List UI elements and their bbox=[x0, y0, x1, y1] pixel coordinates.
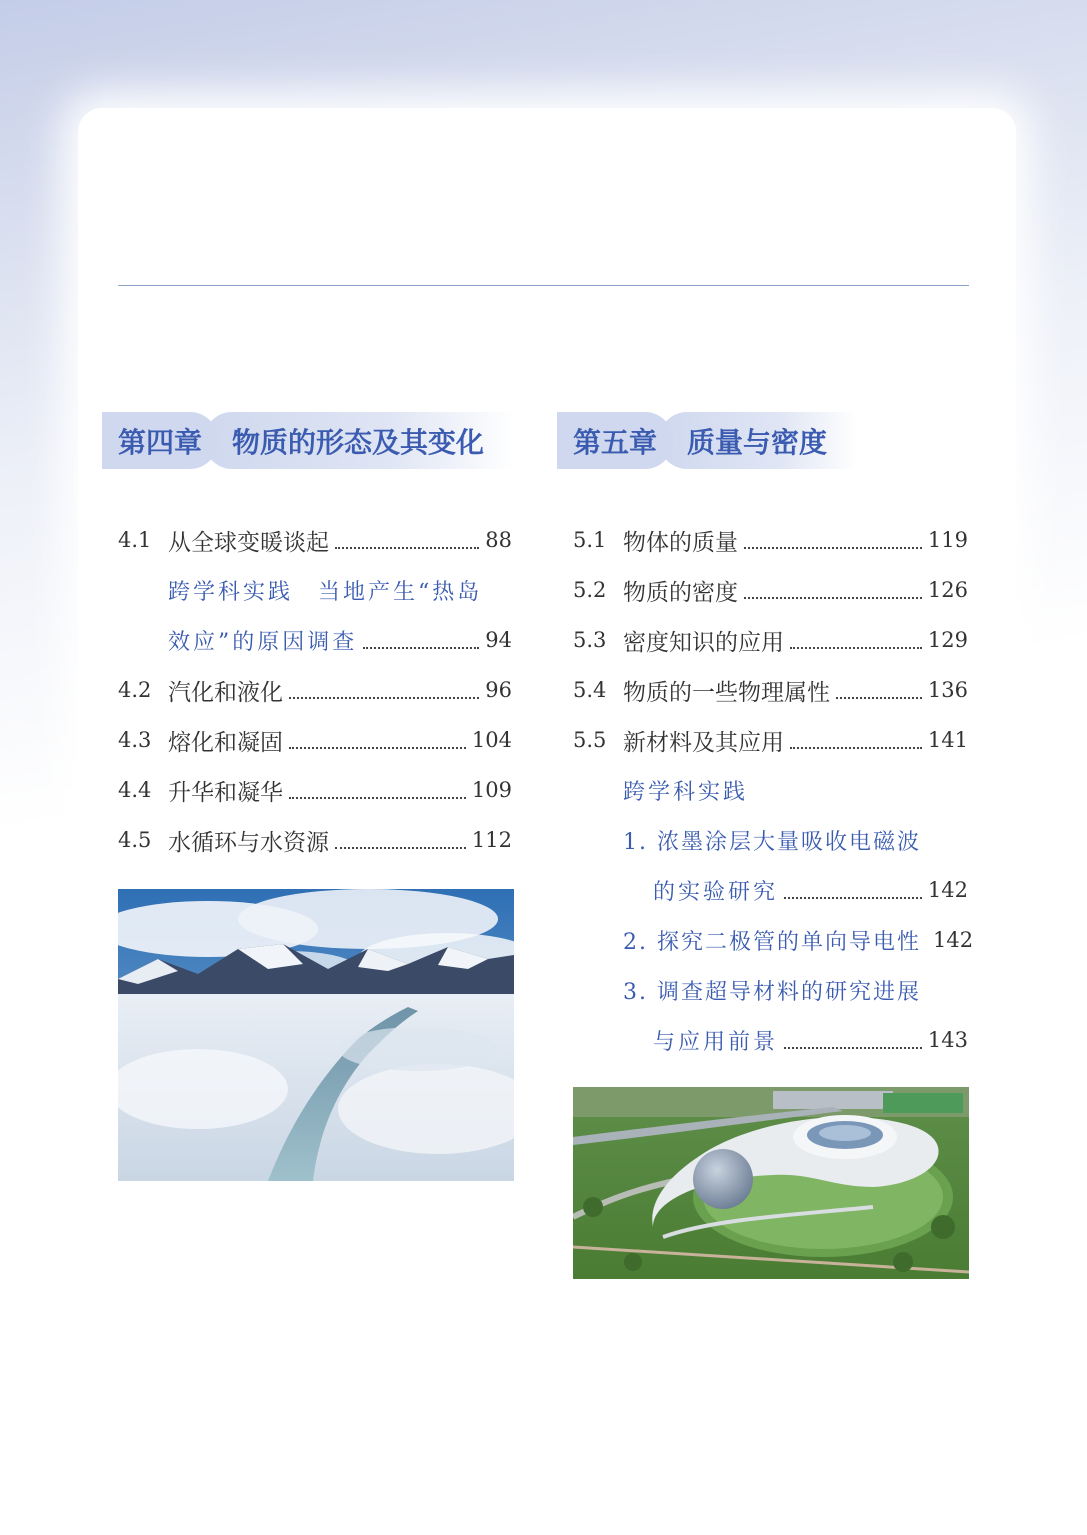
toc-entry-5-4[interactable] bbox=[573, 665, 968, 715]
museum-aerial-photo bbox=[573, 1087, 969, 1279]
toc-entry-5-3[interactable] bbox=[573, 615, 968, 665]
toc-entry-4-3[interactable] bbox=[118, 715, 512, 765]
section-title: 物体的质量 bbox=[623, 529, 738, 556]
header-rule bbox=[118, 285, 969, 286]
practice-title: 3. 调查超导材料的研究进展 bbox=[623, 979, 921, 1005]
page-number: 88 bbox=[485, 528, 512, 552]
section-title: 汽化和液化 bbox=[168, 679, 283, 706]
practice-title: 1. 浓墨涂层大量吸收电磁波 bbox=[623, 829, 921, 855]
leader-dots bbox=[335, 847, 466, 849]
toc-entry-4-2[interactable] bbox=[118, 665, 512, 715]
page-number: 94 bbox=[485, 628, 512, 652]
toc-entry-practice-4a[interactable] bbox=[118, 565, 512, 615]
practice-title: 的实验研究 bbox=[653, 879, 779, 905]
section-title: 新材料及其应用 bbox=[623, 729, 784, 756]
leader-dots bbox=[289, 797, 466, 799]
leader-dots bbox=[289, 747, 466, 749]
toc-entry-4-4[interactable] bbox=[118, 765, 512, 815]
chapter5-toc bbox=[573, 515, 974, 1065]
leader-dots bbox=[289, 697, 479, 699]
page-number: 136 bbox=[927, 678, 968, 702]
section-number: 4.5 bbox=[118, 828, 152, 852]
chapter4-number: 第四章 bbox=[102, 412, 218, 469]
section-number: 4.1 bbox=[118, 528, 152, 552]
page-number: 126 bbox=[927, 578, 968, 602]
page-number: 129 bbox=[927, 628, 968, 652]
page-number: 109 bbox=[471, 778, 512, 802]
section-title: 升华和凝华 bbox=[168, 779, 283, 806]
practice-title: 效应”的原因调查 bbox=[168, 629, 358, 655]
toc-entry-4-5[interactable] bbox=[118, 815, 512, 865]
leader-dots bbox=[784, 897, 922, 899]
practice-title: 2. 探究二极管的单向导电性 bbox=[623, 929, 921, 955]
toc-entry-practice-3a[interactable] bbox=[573, 965, 968, 1015]
page-number: 96 bbox=[485, 678, 512, 702]
section-title: 密度知识的应用 bbox=[623, 629, 784, 656]
practice-heading: 跨学科实践 bbox=[623, 779, 749, 805]
toc-entry-5-2[interactable] bbox=[573, 565, 968, 615]
chapter5-heading bbox=[557, 412, 957, 469]
page-number: 142 bbox=[927, 878, 968, 902]
chapter4-toc bbox=[118, 515, 512, 865]
toc-entry-practice-1a[interactable] bbox=[573, 815, 968, 865]
toc-entry-5-5[interactable] bbox=[573, 715, 968, 765]
section-number: 4.4 bbox=[118, 778, 152, 802]
chapter4-heading bbox=[102, 412, 522, 469]
toc-entry-practice-heading[interactable] bbox=[573, 765, 968, 815]
section-number: 4.3 bbox=[118, 728, 152, 752]
leader-dots bbox=[744, 597, 922, 599]
section-title: 水循环与水资源 bbox=[168, 829, 329, 856]
section-number: 5.2 bbox=[573, 578, 607, 602]
page-number: 142 bbox=[932, 928, 974, 952]
chapter4-title: 物质的形态及其变化 bbox=[204, 412, 514, 469]
section-number: 5.5 bbox=[573, 728, 607, 752]
leader-dots bbox=[790, 747, 922, 749]
toc-entry-5-1[interactable] bbox=[573, 515, 968, 565]
toc-entry-4-1[interactable] bbox=[118, 515, 512, 565]
practice-title: 与应用前景 bbox=[653, 1029, 779, 1055]
section-title: 熔化和凝固 bbox=[168, 729, 283, 756]
toc-entry-practice-4b[interactable] bbox=[118, 615, 512, 665]
section-number: 5.3 bbox=[573, 628, 607, 652]
leader-dots bbox=[790, 647, 922, 649]
leader-dots bbox=[363, 647, 479, 649]
leader-dots bbox=[335, 547, 479, 549]
practice-title: 跨学科实践 当地产生“热岛 bbox=[168, 579, 483, 605]
toc-entry-practice-3b[interactable] bbox=[573, 1015, 968, 1065]
section-number: 5.4 bbox=[573, 678, 607, 702]
section-title: 物质的一些物理属性 bbox=[623, 679, 830, 706]
section-title: 物质的密度 bbox=[623, 579, 738, 606]
chapter5-number: 第五章 bbox=[557, 412, 673, 469]
page-number: 143 bbox=[927, 1028, 968, 1052]
toc-entry-practice-2[interactable] bbox=[573, 915, 974, 965]
page-number: 141 bbox=[927, 728, 968, 752]
toc-entry-practice-1b[interactable] bbox=[573, 865, 968, 915]
page-number: 119 bbox=[927, 528, 968, 552]
section-number: 5.1 bbox=[573, 528, 607, 552]
section-number: 4.2 bbox=[118, 678, 152, 702]
page-number: 104 bbox=[471, 728, 512, 752]
glacier-photo bbox=[118, 889, 514, 1181]
leader-dots bbox=[744, 547, 922, 549]
leader-dots bbox=[784, 1047, 922, 1049]
chapter5-title: 质量与密度 bbox=[659, 412, 857, 469]
section-title: 从全球变暖谈起 bbox=[168, 529, 329, 556]
page-number: 112 bbox=[471, 828, 512, 852]
leader-dots bbox=[836, 697, 922, 699]
